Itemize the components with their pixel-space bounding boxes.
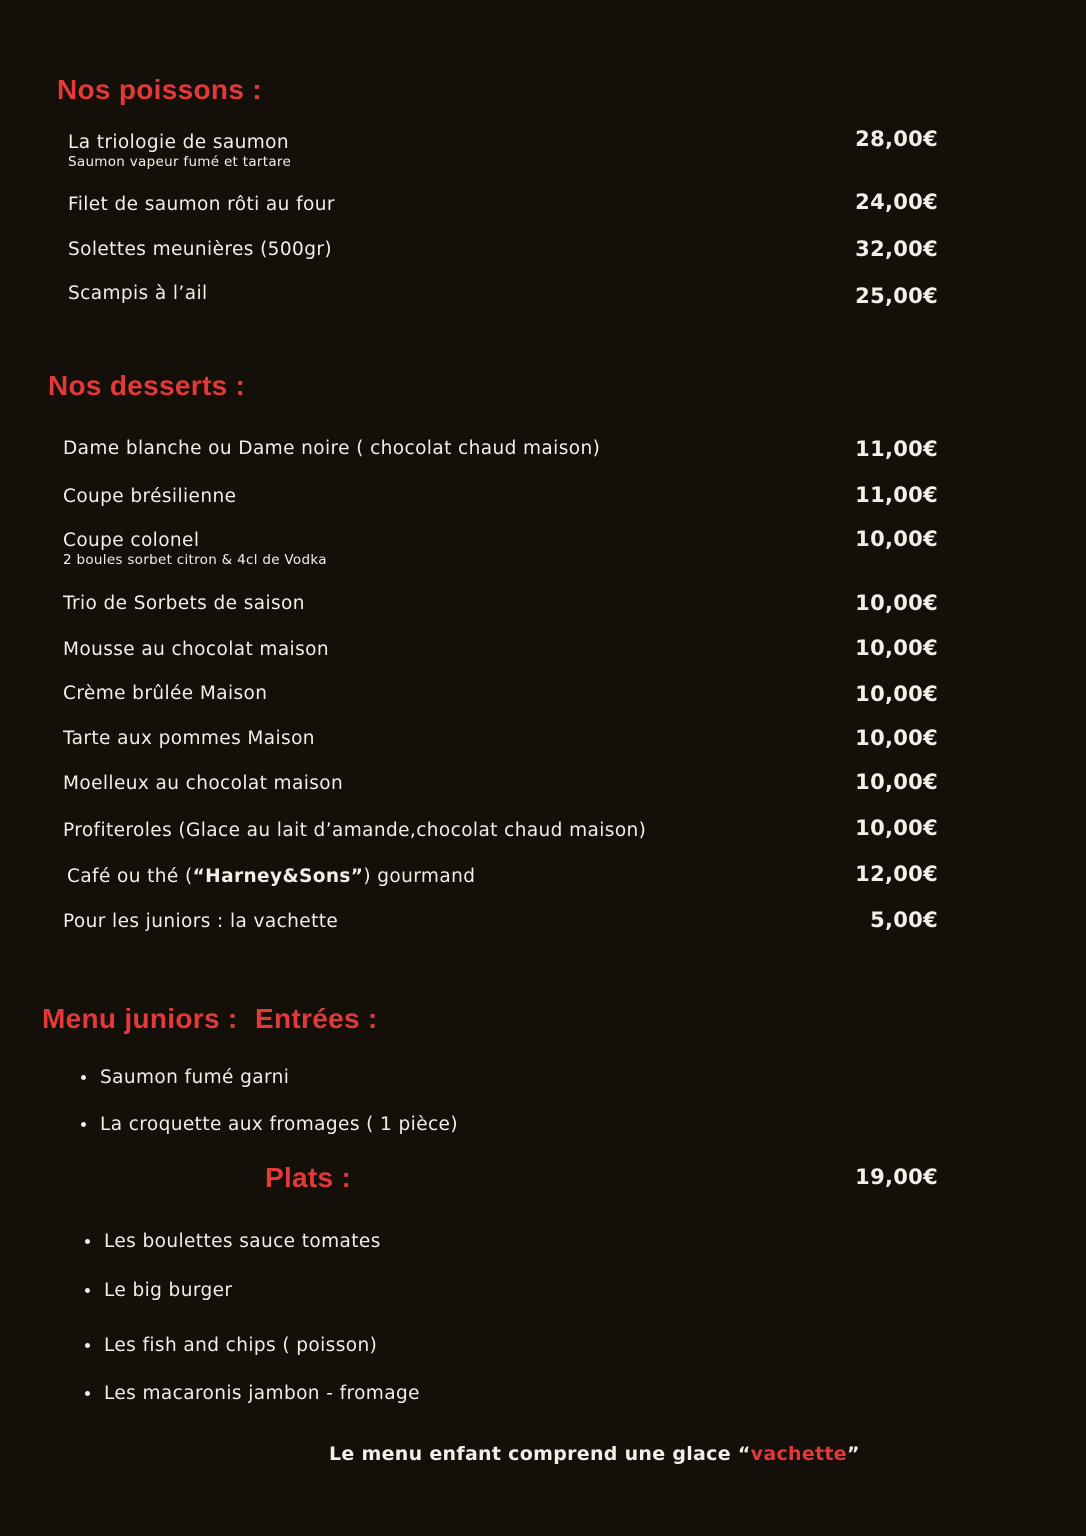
subsection-title-entrees: Entrées : [255,1003,378,1034]
item-price: 10,00€ [855,527,938,551]
bullet-icon [81,1122,86,1127]
list-item-label: Le big burger [104,1280,233,1301]
menu-item: Moelleux au chocolat maison [63,773,344,794]
note-text: Le menu enfant comprend une glace “ [329,1443,751,1465]
item-price: 10,00€ [855,682,938,706]
item-name-prefix: Café ou thé ( [67,866,193,887]
bullet-icon [85,1239,90,1244]
menu-item: Crème brûlée Maison [63,683,268,704]
menu-item: Filet de saumon rôti au four [68,194,335,215]
note-text-end: ” [846,1443,860,1465]
list-item [81,1114,458,1135]
bullet-icon [85,1288,90,1293]
item-name: Coupe colonel [63,530,200,551]
juniors-price: 19,00€ [855,1165,938,1189]
item-price: 10,00€ [855,816,938,840]
list-item-label: Les macaronis jambon - fromage [104,1383,420,1404]
item-name-suffix: ) gourmand [363,866,476,887]
item-name-brand: “Harney&Sons” [192,866,364,887]
item-price: 25,00€ [855,284,938,308]
item-price: 10,00€ [855,636,938,660]
menu-item: Pour les juniors : la vachette [63,911,339,932]
list-item [85,1335,377,1356]
note-highlight: vachette [750,1443,847,1465]
list-item-label: La croquette aux fromages ( 1 pièce) [100,1114,458,1135]
menu-item: Profiteroles (Glace au lait d’amande,chocolat chaud maison) [63,820,647,841]
bullet-icon [85,1391,90,1396]
menu-item: Trio de Sorbets de saison [63,593,305,614]
item-price: 11,00€ [855,483,938,507]
list-item [85,1231,381,1252]
item-description: Saumon vapeur fumé et tartare [68,154,292,170]
menu-item: Mousse au chocolat maison [63,639,329,660]
menu-item [68,132,291,170]
item-price: 10,00€ [855,770,938,794]
item-price: 12,00€ [855,862,938,886]
menu-item: Coupe brésilienne [63,486,237,507]
list-item [85,1280,232,1301]
menu-item: Solettes meunières (500gr) [68,239,332,260]
item-price: 10,00€ [855,726,938,750]
menu-item: Dame blanche ou Dame noire ( chocolat chaud maison) [63,438,601,459]
section-title-desserts: Nos desserts : [48,370,246,401]
item-price: 11,00€ [855,437,938,461]
juniors-note [329,1443,860,1465]
item-name: La triologie de saumon [68,132,290,153]
item-price: 10,00€ [855,591,938,615]
item-price: 32,00€ [855,237,938,261]
item-price: 28,00€ [855,127,938,151]
item-price: 5,00€ [870,908,938,932]
section-title-poissons: Nos poissons : [57,74,262,105]
section-title-juniors: Menu juniors : [42,1003,238,1034]
bullet-icon [85,1343,90,1348]
bullet-icon [81,1075,86,1080]
subsection-title-plats: Plats : [265,1162,352,1193]
list-item-label: Les boulettes sauce tomates [104,1231,381,1252]
list-item-label: Les fish and chips ( poisson) [104,1335,378,1356]
menu-item: Scampis à l’ail [68,283,208,304]
menu-item [67,866,475,887]
menu-item: Tarte aux pommes Maison [63,728,315,749]
list-item-label: Saumon fumé garni [100,1067,290,1088]
list-item [85,1383,420,1404]
item-description: 2 boules sorbet citron & 4cl de Vodka [63,552,327,568]
item-price: 24,00€ [855,190,938,214]
list-item [81,1067,289,1088]
menu-item [63,530,327,568]
